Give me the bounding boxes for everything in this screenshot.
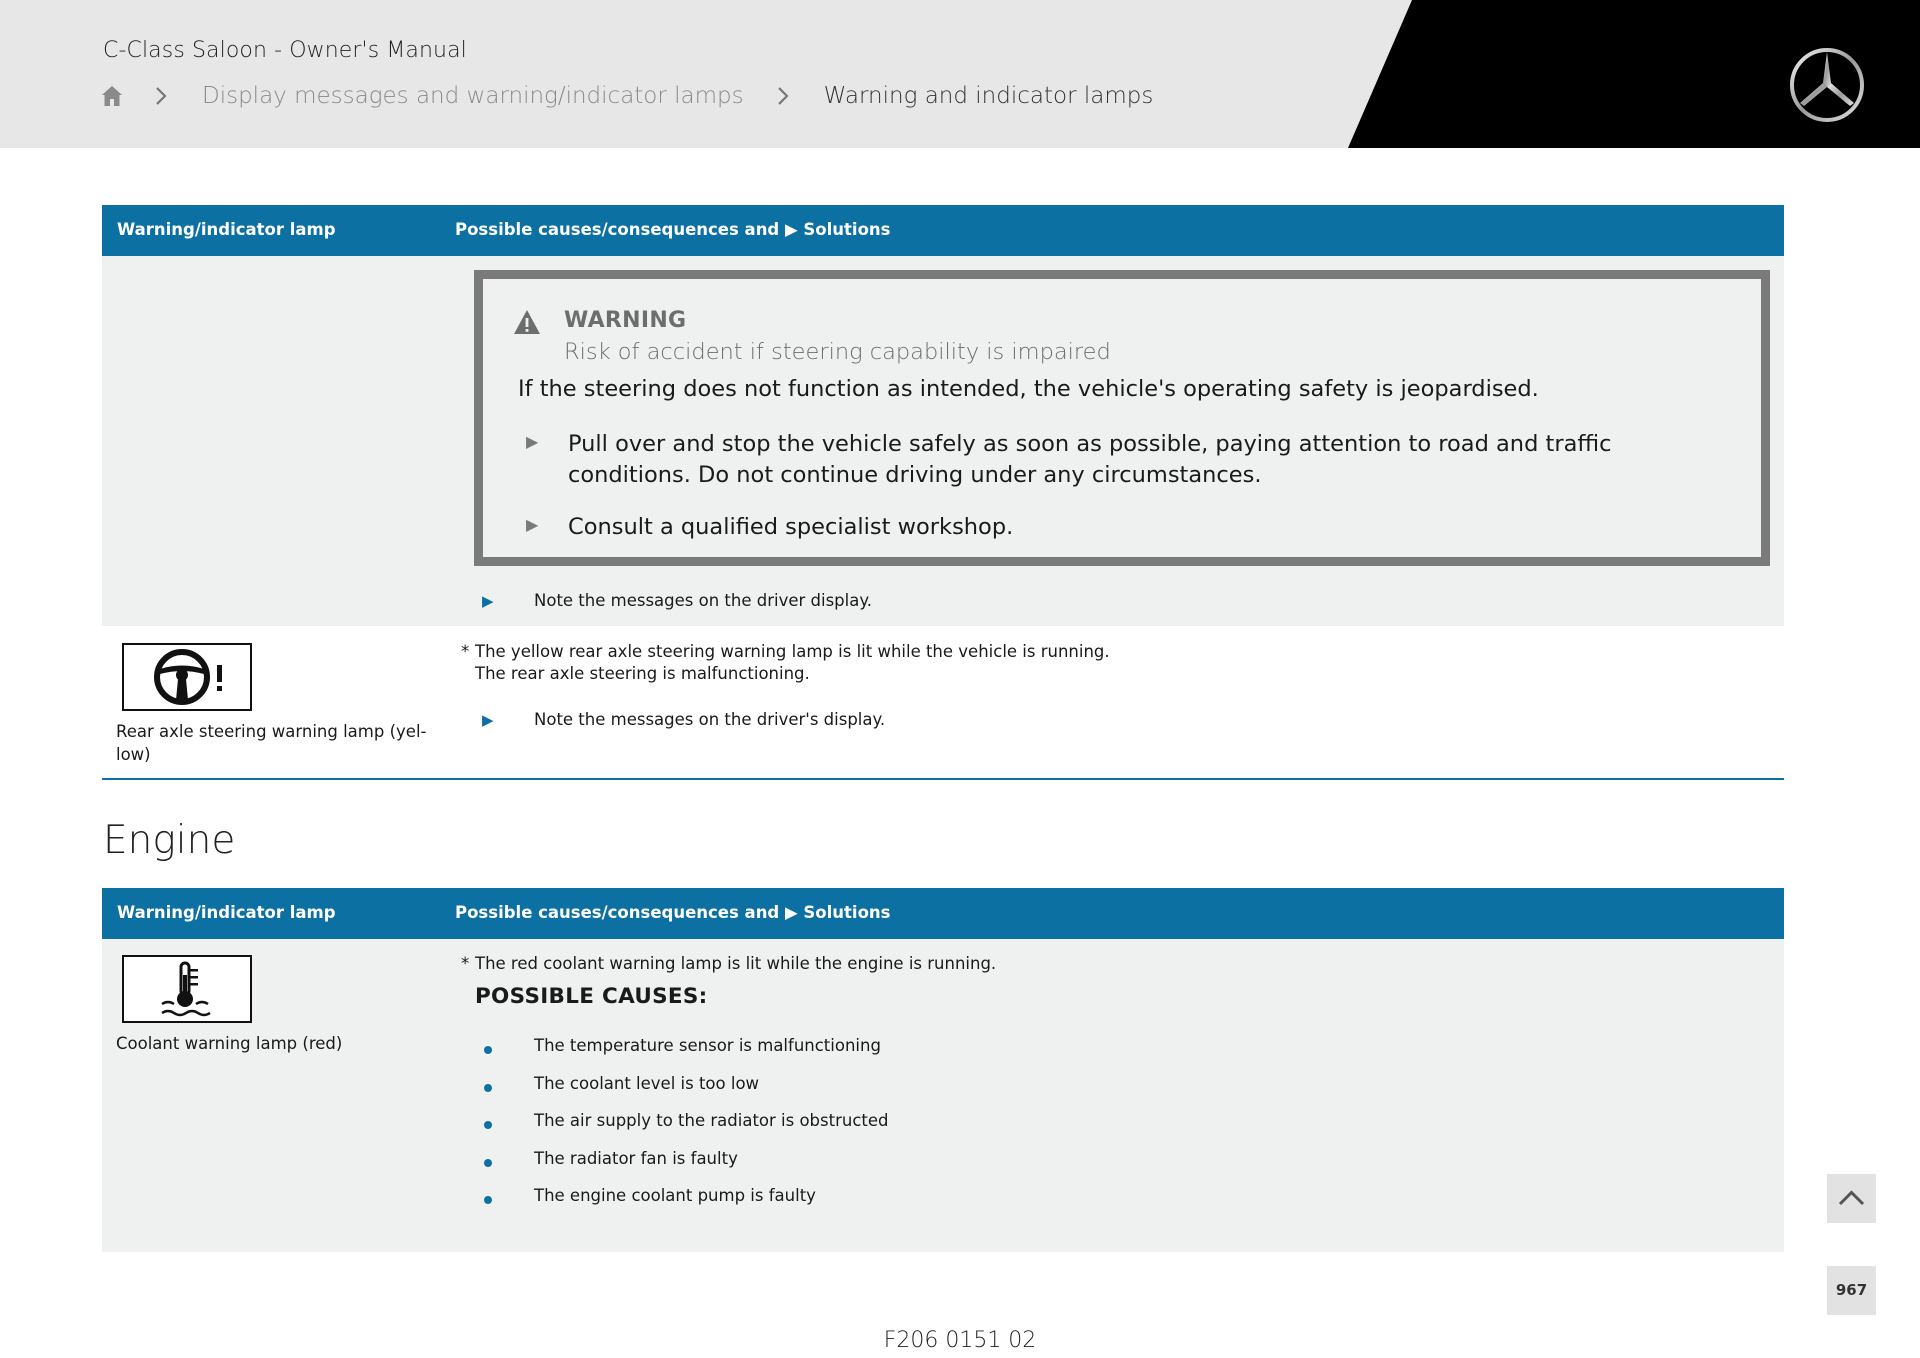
warning-step-text: Consult a qualified specialist workshop. [568,514,1014,540]
table-row [102,939,1784,1252]
engine-lamp-table [102,888,1784,939]
cause-line: The yellow rear axle steering warning lamp is lit while the vehicle is running. [475,642,1110,661]
warning-triangle-icon [513,309,541,335]
lamp-label [116,720,426,766]
coolant-warning-lamp-icon [122,955,252,1023]
list-item-text: The temperature sensor is malfunctioning [534,1036,881,1055]
home-icon[interactable] [100,84,124,108]
asterisk: * [461,642,470,661]
lamp-label-line: Rear axle steering warning lamp (yel- [116,722,427,741]
column-header-lamp: Warning/indicator lamp [117,903,336,922]
list-item-text: The air supply to the radiator is obstructed [534,1111,889,1130]
play-arrow-icon: ▶ [482,711,494,729]
document-title: C-Class Saloon - Owner's Manual [103,38,467,63]
cause-text: The red coolant warning lamp is lit while the engine is running. [475,954,997,973]
asterisk: * [461,954,470,973]
chevron-right-icon [776,84,792,108]
play-arrow-icon: ▶ [482,592,494,610]
lamp-label-line: low) [116,745,151,764]
breadcrumb-current: Warning and indicator lamps [823,83,1154,109]
document-code: F206 0151 02 [883,1328,1037,1353]
chevron-up-icon [1827,1174,1876,1223]
warning-subtitle: Risk of accident if steering capability is impaired [564,339,1111,365]
warning-title: WARNING [564,308,687,333]
page-number: 967 [1827,1266,1876,1315]
cause-line: The rear axle steering is malfunctioning. [475,664,810,683]
column-header-causes: Possible causes/consequences and ▶ Solutions [455,903,891,922]
warning-text: If the steering does not function as intended, the vehicle's operating safety is jeopardised. [518,376,1539,402]
rear-axle-steering-lamp-icon [122,643,252,711]
list-item-text: The radiator fan is faulty [534,1148,738,1168]
play-arrow-icon: ▶ [526,432,539,451]
bullet-dot [484,1046,492,1054]
breadcrumb-link[interactable]: Display messages and warning/indicator lamps [202,83,744,109]
warning-step [518,512,1718,543]
play-arrow-icon: ▶ [526,515,539,534]
possible-causes-heading: POSSIBLE CAUSES: [475,984,708,1009]
list-item-text: The coolant level is too low [534,1073,760,1093]
bullet-dot [484,1196,492,1204]
table-header [102,205,1784,256]
solution-note-text: Note the messages on the driver display. [534,591,873,610]
bullet-dot [484,1084,492,1092]
bullet-dot [484,1159,492,1167]
scroll-to-top-button[interactable] [1827,1174,1876,1223]
warning-box [474,270,1770,566]
table-header [102,888,1784,939]
column-header-lamp: Warning/indicator lamp [117,220,336,239]
warning-lamp-table [102,205,1784,256]
section-title: Engine [103,818,236,863]
bullet-dot [484,1121,492,1129]
breadcrumb [100,80,1153,112]
cause-text [475,641,1110,685]
column-header-causes: Possible causes/consequences and ▶ Solutions [455,220,891,239]
solution-note-text: Note the messages on the driver's display. [534,710,886,729]
chevron-right-icon [154,84,170,108]
mercedes-star-icon [1788,46,1866,124]
warning-step [518,429,1718,491]
list-item-text: The engine coolant pump is faulty [534,1186,816,1205]
warning-step-text: Pull over and stop the vehicle safely as soon as possible, paying attention to road and traffic conditions. Do not continue driving under any circumstances. [568,431,1612,488]
lamp-label: Coolant warning lamp (red) [116,1034,343,1053]
